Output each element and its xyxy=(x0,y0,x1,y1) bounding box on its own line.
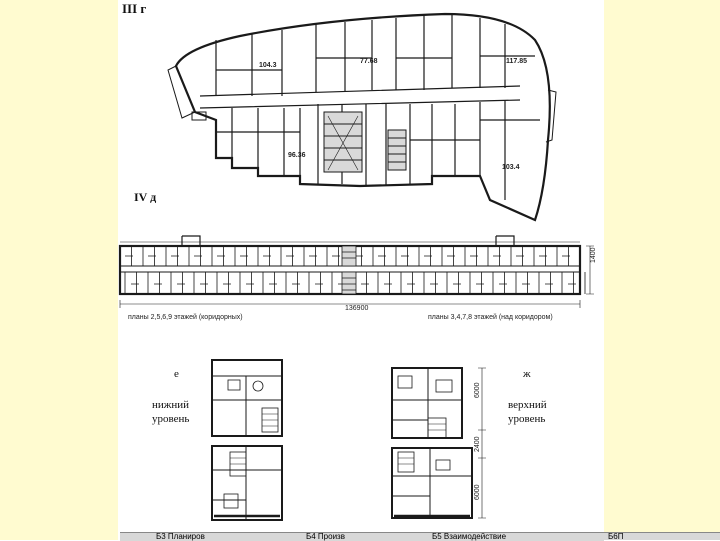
area-label: 103.4 xyxy=(502,164,520,171)
plan-iii-corridor xyxy=(200,86,520,108)
area-label: 77.68 xyxy=(360,58,378,65)
plan-iii-core xyxy=(324,112,406,172)
plan-iv-core xyxy=(342,246,356,294)
plan-iv-caption-left: планы 2,5,6,9 этажей (коридорных) xyxy=(128,314,243,321)
plan-iv-caption-right: планы 3,4,7,8 этажей (над коридором) xyxy=(428,314,553,321)
plan-iv-total-dimension: 136900 xyxy=(345,305,369,312)
plan-iii-outer-wall xyxy=(176,14,550,220)
duplex-e-lower xyxy=(212,360,282,436)
plan-label-iv: IV д xyxy=(134,190,157,204)
footer-tab[interactable]: Б3 Планиров xyxy=(156,532,205,541)
area-label: 104.3 xyxy=(259,62,277,69)
duplex-e-upper xyxy=(212,446,282,520)
area-label: 117.85 xyxy=(506,58,528,65)
duplex-dimension: 6000 xyxy=(474,382,481,398)
lower-level-label: нижний уровень xyxy=(152,399,190,425)
section-label-zh: ж xyxy=(523,368,531,380)
duplex-zh-upper xyxy=(392,368,462,438)
duplex-dimension: 2400 xyxy=(474,436,481,452)
footer-tab[interactable]: Б5 Взаимодействие xyxy=(432,532,507,541)
area-label: 96.36 xyxy=(288,152,306,159)
section-label-e: е xyxy=(174,368,179,380)
plan-iv-height-dimension: 1400 xyxy=(590,247,597,263)
footer-tab[interactable]: Б4 Произв xyxy=(306,532,345,541)
right-band xyxy=(604,0,720,540)
duplex-zh-lower xyxy=(392,448,472,518)
plan-iv-partitions xyxy=(120,246,585,294)
duplex-dimension: 6000 xyxy=(474,484,481,500)
plan-label-iii: III г xyxy=(122,1,147,16)
plan-iv-outer-wall xyxy=(120,246,580,294)
upper-level-label: верхний уровень xyxy=(508,399,547,425)
left-band xyxy=(0,0,118,540)
footer-tab[interactable]: Б6П xyxy=(604,532,720,540)
